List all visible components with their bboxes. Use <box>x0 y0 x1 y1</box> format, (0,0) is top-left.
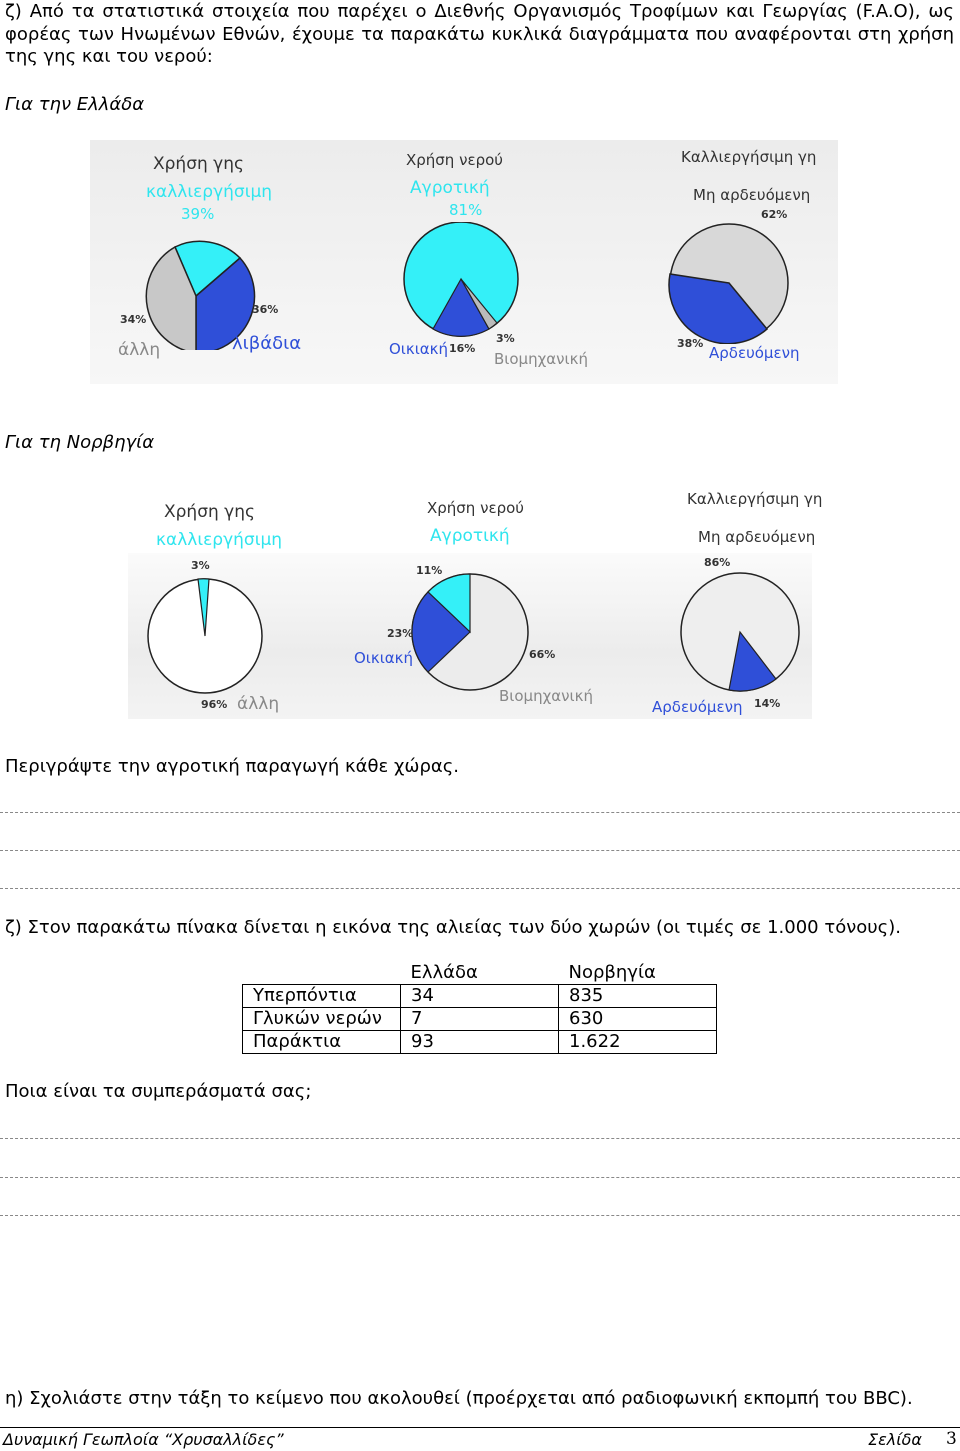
legend-label: Αρδευόμενη <box>709 344 800 362</box>
data-label: 62% <box>761 208 788 221</box>
legend-label: Αρδευόμενη <box>652 698 743 716</box>
answer-line[interactable] <box>0 850 960 851</box>
greece-heading: Για την Ελλάδα <box>5 94 145 115</box>
table-row <box>243 985 717 1008</box>
legend-label: άλλη <box>118 340 161 360</box>
data-label: 39% <box>181 205 215 223</box>
greece-water-pie <box>402 222 522 340</box>
row-label: Υπερπόντια <box>243 985 401 1008</box>
legend-label: Οικιακή <box>389 340 449 358</box>
data-label: 96% <box>201 698 228 711</box>
table-row <box>243 1031 717 1054</box>
cell-greece: 93 <box>401 1031 559 1054</box>
data-label: 34% <box>120 313 147 326</box>
answer-line[interactable] <box>0 812 960 813</box>
footer-title: Δυναμική Γεωπλοία “Χρυσαλλίδες” <box>3 1430 284 1449</box>
norway-cultivable-pie <box>679 571 803 695</box>
data-label: 86% <box>704 556 731 569</box>
row-label: Γλυκών νερών <box>243 1008 401 1031</box>
chart-title: Χρήση νερού <box>427 499 524 517</box>
norway-heading: Για τη Νορβηγία <box>5 432 155 453</box>
fishing-table <box>242 962 717 1054</box>
legend-label: Αγροτική <box>430 526 510 546</box>
norway-land-pie <box>146 577 266 697</box>
data-label: 16% <box>449 342 476 355</box>
data-label: 38% <box>677 337 704 350</box>
legend-label: καλλιεργήσιμη <box>146 182 273 202</box>
data-label: 3% <box>496 332 515 345</box>
answer-line[interactable] <box>0 1177 960 1178</box>
cell-norway: 1.622 <box>559 1031 717 1054</box>
legend-label: άλλη <box>237 694 280 714</box>
cell-norway: 630 <box>559 1008 717 1031</box>
data-label: 36% <box>252 303 279 316</box>
norway-water-pie <box>410 572 534 694</box>
data-label: 11% <box>416 564 443 577</box>
chart-title: Χρήση γης <box>153 154 244 174</box>
answer-line[interactable] <box>0 1215 960 1216</box>
intro-paragraph: ζ) Από τα στατιστικά στοιχεία που παρέχει ο Διεθνής Οργανισμός Τροφίμων και Γεωργίας (F.A.O), ως φορέας των Ηνωμένων Εθνών, έχουμε τα παρακάτω κυκλικά διαγράμματα που αναφέρονται στη χρήση της γης και του νερού: <box>5 1 954 67</box>
answer-line[interactable] <box>0 1138 960 1139</box>
data-label: 66% <box>529 648 556 661</box>
greece-cultivable-pie <box>668 222 794 344</box>
cell-norway: 835 <box>559 985 717 1008</box>
footer-divider <box>0 1427 960 1428</box>
page-number: 3 <box>946 1429 957 1449</box>
chart-title: Χρήση γης <box>164 502 255 522</box>
chart-title: Καλλιεργήσιμη γη <box>681 148 817 166</box>
legend-label: Οικιακή <box>354 649 414 667</box>
data-label: 14% <box>754 697 781 710</box>
legend-label: Βιομηχανική <box>499 687 593 705</box>
legend-label: Αγροτική <box>410 178 490 198</box>
column-header: Νορβηγία <box>568 962 656 983</box>
table-row <box>243 1008 717 1031</box>
chart-title: Καλλιεργήσιμη γη <box>687 490 823 508</box>
legend-label: καλλιεργήσιμη <box>156 530 283 550</box>
data-label: 3% <box>191 559 210 572</box>
data-label: 81% <box>449 201 483 219</box>
data-label: 23% <box>387 627 414 640</box>
footer-page-label: Σελίδα <box>868 1430 922 1449</box>
fishing-intro: ζ) Στον παρακάτω πίνακα δίνεται η εικόνα της αλιείας των δύο χωρών (οι τιμές σε 1.000 τόνους). <box>5 917 901 938</box>
item-eta: η) Σχολιάστε στην τάξη το κείμενο που ακολουθεί (προέρχεται από ραδιοφωνική εκπομπή του BBC). <box>5 1388 913 1409</box>
answer-line[interactable] <box>0 888 960 889</box>
column-header: Ελλάδα <box>410 962 478 983</box>
row-label: Παράκτια <box>243 1031 401 1054</box>
legend-label: Μη αρδευόμενη <box>698 528 816 546</box>
question-conclusions: Ποια είναι τα συμπεράσματά σας; <box>5 1081 312 1102</box>
legend-label: Βιομηχανική <box>494 350 588 368</box>
cell-greece: 7 <box>401 1008 559 1031</box>
legend-label: Μη αρδευόμενη <box>693 186 811 204</box>
question-describe: Περιγράψτε την αγροτική παραγωγή κάθε χώρας. <box>5 756 460 777</box>
legend-label: λιβάδια <box>232 333 302 354</box>
chart-title: Χρήση νερού <box>406 151 503 169</box>
cell-greece: 34 <box>401 985 559 1008</box>
